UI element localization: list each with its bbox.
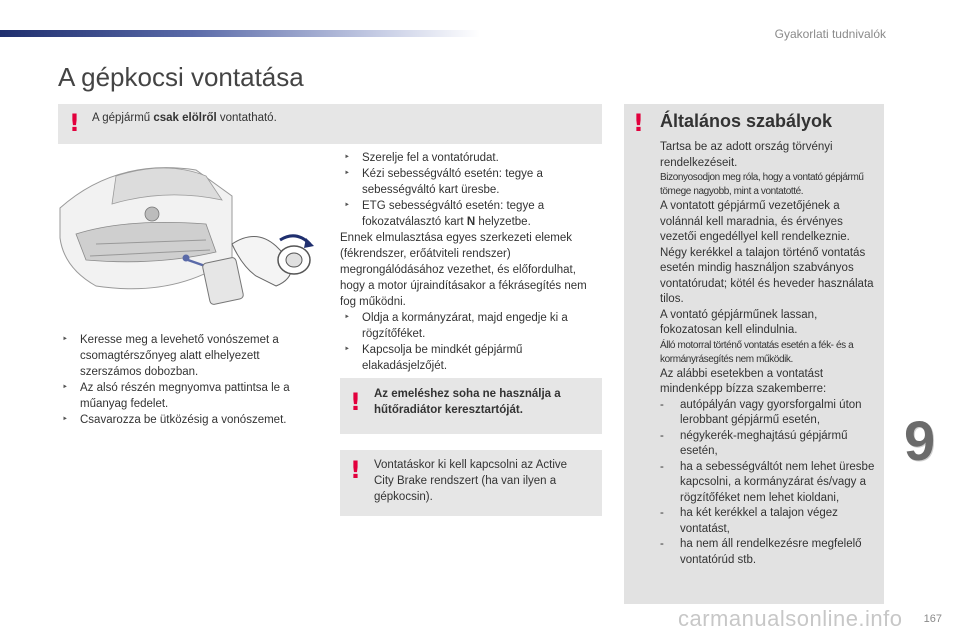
- rules-paragraph: Álló motorral történő vontatás esetén a fék- és a kormányrásegítés nem működik.: [660, 339, 854, 365]
- towing-eye-illustration: [56, 148, 320, 328]
- list-item: - ha két kerékkel a talajon végez vontatást,: [660, 506, 880, 537]
- rules-body: [660, 140, 880, 568]
- warning-radiator-text: Az emeléshez soha ne használja a hűtőradiátor keresztartóját.: [374, 388, 561, 416]
- rules-paragraph: Bizonyosodjon meg róla, hogy a vontató gépjármű tömege nagyobb, mint a vontatotté.: [660, 172, 864, 197]
- rules-paragraph: Négy kerékkel a talajon történő vontatás esetén mindig használjon szabványos vontatórudat; kötél és heveder használata tilos.: [660, 246, 874, 305]
- list-item: ‣ Oldja a kormányzárat, majd engedje ki a rögzítőféket.: [340, 310, 602, 342]
- list-item: ‣ Keresse meg a levehető vonószemet a csomagtérszőnyeg alatt elhelyezett szerszámos dobozban.: [58, 332, 320, 380]
- list-item: - autópályán vagy gyorsforgalmi úton lerobbant gépjármű esetén,: [660, 398, 880, 429]
- chapter-number: 9: [904, 409, 936, 472]
- exclamation-icon: !: [69, 109, 80, 137]
- exclamation-icon: !: [350, 456, 361, 484]
- list-item-etg: ‣ ETG sebességváltó esetén: tegye a fokozatválasztó kart N helyzetbe.: [340, 198, 602, 230]
- rules-paragraph: A vontató gépjárműnek lassan, fokozatosan kell elindulnia.: [660, 308, 818, 336]
- list-item: ‣ Kézi sebességváltó esetén: tegye a sebességváltó kart üresbe.: [340, 166, 602, 198]
- list-item: - ha a sebességváltót nem lehet üresbe kapcsolni, a kormányzárat és/vagy a rögzítőféket nem lehet kioldani,: [660, 460, 880, 507]
- exclamation-icon: !: [633, 109, 644, 137]
- watermark: carmanualsonline.info: [678, 606, 903, 631]
- list-item: ‣ Csavarozza be ütközésig a vonószemet.: [58, 412, 320, 428]
- section-header: Gyakorlati tudnivalók: [774, 27, 886, 41]
- rules-list: [660, 398, 880, 569]
- middle-paragraph: Ennek elmulasztása egyes szerkezeti elemek (fékrendszer, erőátviteli rendszer) megrongálódásához vezethet, és előfordulhat, hogy a motor újraindításakor a fékrásegítés nem fog működni.: [340, 232, 587, 308]
- warning-front-only-text: A gépjármű csak elölről vontatható.: [92, 112, 277, 124]
- exclamation-icon: !: [350, 388, 361, 416]
- list-item: - négykerék-meghajtású gépjármű esetén,: [660, 429, 880, 460]
- middle-step-list: [340, 150, 602, 230]
- rules-paragraph: Tartsa be az adott ország törvényi rendelkezéseit.: [660, 141, 833, 169]
- rules-paragraph: Az alábbi esetekben a vontatást mindenképp bízza szakemberre:: [660, 367, 827, 395]
- list-item: ‣ Szerelje fel a vontatórudat.: [340, 150, 602, 166]
- page-title: A gépkocsi vontatása: [58, 62, 304, 92]
- middle-step-list-2: [340, 310, 602, 374]
- header-accent-bar: [0, 30, 480, 37]
- warning-acb-text: Vontatáskor ki kell kapcsolni az Active City Brake rendszert (ha van ilyen a gépkocsin).: [374, 459, 568, 503]
- rules-paragraph: A vontatott gépjármű vezetőjének a volánnál kell maradnia, és érvényes vezetői engedéllyel kell rendelkeznie.: [660, 200, 850, 243]
- page-number: 167: [923, 613, 942, 625]
- rules-title: Általános szabályok: [660, 111, 833, 131]
- middle-column: [340, 150, 602, 374]
- list-item: ‣ Az alsó részén megnyomva pattintsa le a műanyag fedelet.: [58, 380, 320, 412]
- left-step-list: [58, 332, 320, 428]
- list-item: ‣ Kapcsolja be mindkét gépjármű elakadásjelzőjét.: [340, 342, 602, 374]
- list-item: - ha nem áll rendelkezésre megfelelő vontatórúd stb.: [660, 537, 880, 568]
